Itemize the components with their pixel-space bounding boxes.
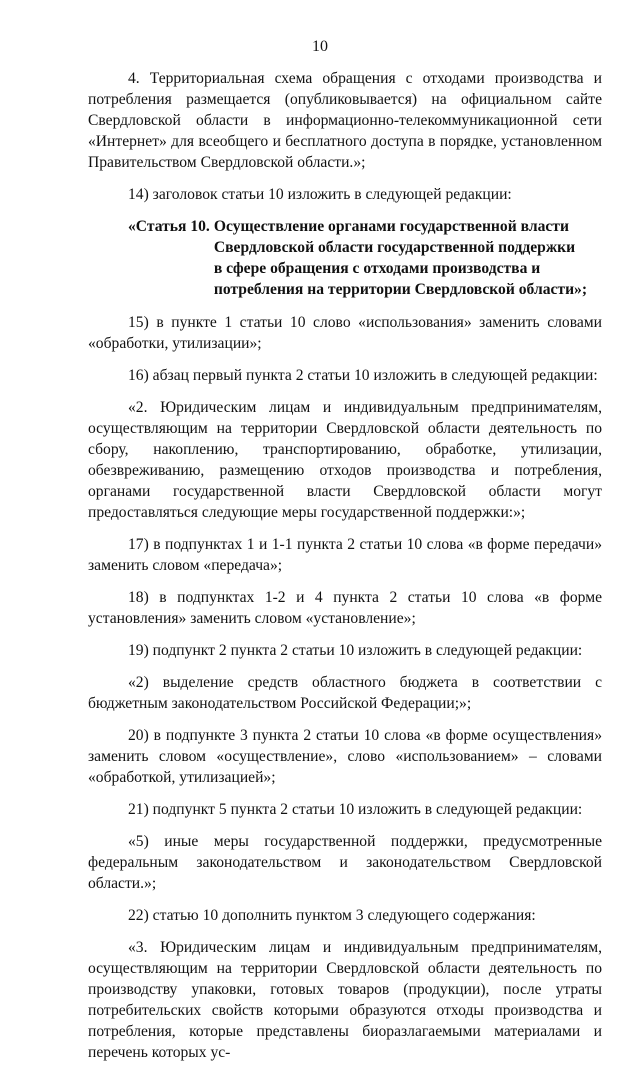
paragraph-quote-subitem-2: «2) выделение средств областного бюджета в соответствии с бюджетным законодательством Российской Федерации;»;: [88, 674, 602, 712]
article-title: [210, 216, 602, 300]
article-title-line: Свердловской области государственной поддержки: [213, 239, 576, 256]
paragraph-amendment-19: 19) подпункт 2 пункта 2 статьи 10 изложить в следующей редакции:: [128, 642, 583, 659]
paragraph-amendment-15: 15) в пункте 1 статьи 10 слово «использования» заменить словами «обработки, утилизации»;: [88, 314, 602, 352]
article-title-line: потребления на территории Свердловской области»;: [213, 281, 588, 298]
paragraph-amendment-16: 16) абзац первый пункта 2 статьи 10 изложить в следующей редакции:: [128, 367, 598, 384]
article-label: «Статья 10.: [128, 218, 210, 235]
article-10-heading: [88, 216, 602, 300]
article-title-line: Осуществление органами государственной власти: [213, 218, 569, 235]
page-number: 10: [312, 38, 328, 55]
paragraph-amendment-18: 18) в подпунктах 1-2 и 4 пункта 2 статьи 10 слова «в форме установления» заменить словом «установление»;: [88, 589, 602, 627]
paragraph-amendment-22: 22) статью 10 дополнить пунктом 3 следующего содержания:: [128, 907, 536, 924]
paragraph-quote-item-3: «3. Юридическим лицам и индивидуальным предпринимателям, осуществляющим на территории Свердловской области деятельность по производству упаковки, готовых товаров (продукции), после утраты потребительских свойств которыми образуются отходы производства и потребления, которые представлены биоразлагаемыми материалами и перечень которых ус-: [88, 939, 602, 1061]
paragraph-item-4: 4. Территориальная схема обращения с отходами производства и потребления размещается (опубликовывается) на официальном сайте Свердловской области в информационно-телекоммуникационной сети «Интернет» для всеобщего и бесплатного доступа в порядке, установленном Правительством Свердловской области.»;: [88, 70, 602, 171]
paragraph-amendment-20: 20) в подпункте 3 пункта 2 статьи 10 слова «в форме осуществления» заменить словом «осуществление», слово «использованием» – словами «обработкой, утилизацией»;: [88, 727, 602, 786]
paragraph-amendment-14: 14) заголовок статьи 10 изложить в следующей редакции:: [128, 186, 512, 203]
document-body: [88, 68, 602, 1074]
paragraph-amendment-17: 17) в подпунктах 1 и 1-1 пункта 2 статьи 10 слова «в форме передачи» заменить словом «передача»;: [88, 536, 602, 574]
paragraph-quote-subitem-5: «5) иные меры государственной поддержки, предусмотренные федеральным законодательством и законодательством Свердловской области.»;: [88, 833, 602, 892]
paragraph-quote-item-2: «2. Юридическим лицам и индивидуальным предпринимателям, осуществляющим на территории Свердловской области деятельность по сбору, накоплению, транспортированию, обработке, утилизации, обезвреживанию, размещению отходов производства и потребления, органами государственной власти Свердловской области могут предоставляться следующие меры государственной поддержки:»;: [88, 399, 602, 521]
article-title-line: в сфере обращения с отходами производства и: [213, 260, 541, 277]
paragraph-amendment-21: 21) подпункт 5 пункта 2 статьи 10 изложить в следующей редакции:: [128, 801, 583, 818]
